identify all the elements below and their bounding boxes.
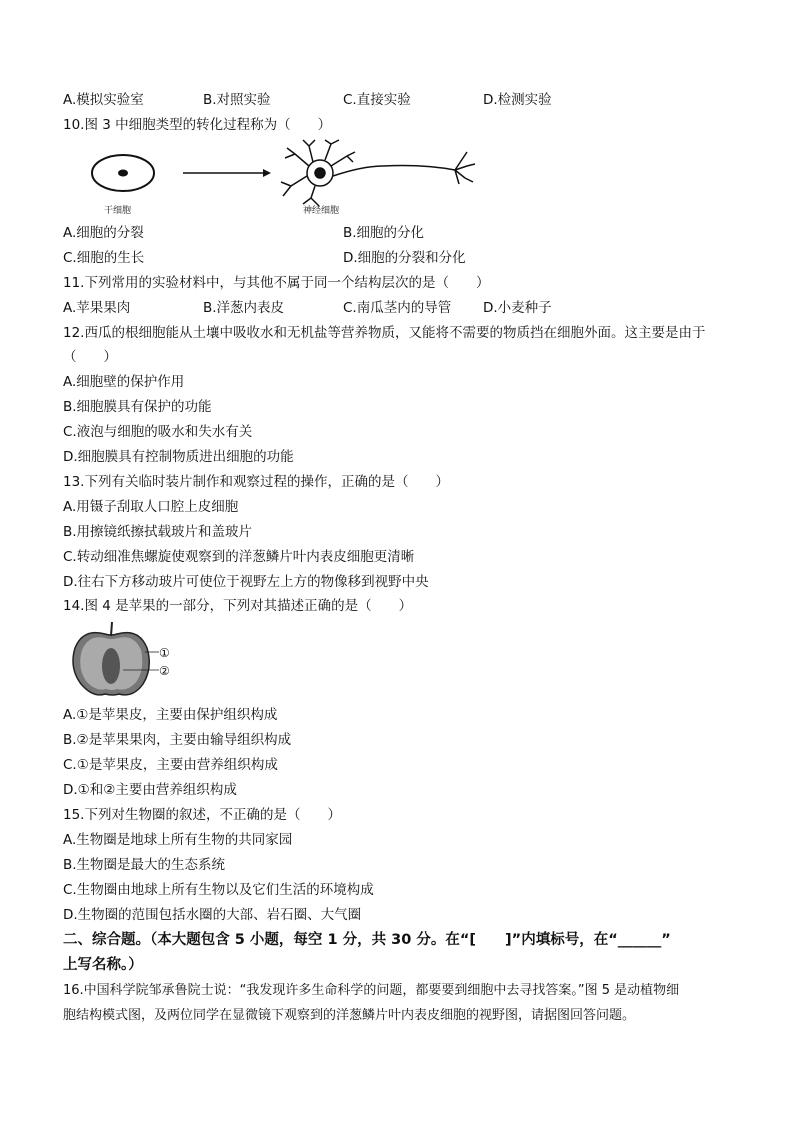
q11-option-c: C.南瓜茎内的导管 — [343, 300, 452, 316]
q9-option-c: C.直接实验 — [343, 92, 411, 108]
q14-option-c: C.①是苹果皮，主要由营养组织构成 — [63, 757, 278, 773]
fig3-label-neuron: 神经细胞 — [303, 206, 340, 216]
q11-option-b: B.洋葱内表皮 — [203, 300, 285, 316]
q15-option-b: B.生物圈是最大的生态系统 — [63, 857, 226, 873]
q10-stem: 10.图 3 中细胞类型的转化过程称为（ ） — [63, 117, 332, 133]
q12-stem-line1: 12.西瓜的根细胞能从土壤中吸收水和无机盐等营养物质，又能将不需要的物质挡在细胞外面。这主要是由于 — [63, 325, 706, 341]
q12-option-a: A.细胞壁的保护作用 — [63, 374, 185, 390]
q14-option-d: D.①和②主要由营养组织构成 — [63, 782, 237, 798]
q13-option-c: C.转动细准焦螺旋使观察到的洋葱鳞片叶内表皮细胞更清晰 — [63, 549, 415, 565]
q12-option-d: D.细胞膜具有控制物质进出细胞的功能 — [63, 449, 294, 465]
section2-heading-line2: 上写名称。） — [63, 957, 143, 973]
q14-option-b: B.②是苹果果肉，主要由输导组织构成 — [63, 732, 292, 748]
fig4-label-2: ② — [159, 664, 170, 678]
q11-stem: 11.下列常用的实验材料中，与其他不属于同一个结构层次的是（ ） — [63, 275, 490, 291]
q13-option-d: D.往右下方移动玻片可使位于视野左上方的物像移到视野中央 — [63, 574, 429, 590]
apple-cross-section-icon — [63, 620, 193, 700]
q12-option-b: B.细胞膜具有保护的功能 — [63, 399, 212, 415]
figure-3 — [63, 136, 503, 220]
neuron-icon — [281, 140, 475, 206]
figure-4 — [63, 620, 193, 700]
q11-option-d: D.小麦种子 — [483, 300, 552, 316]
q10-option-c: C.细胞的生长 — [63, 250, 145, 266]
q9-option-b: B.对照实验 — [203, 92, 271, 108]
q12-option-c: C.液泡与细胞的吸水和失水有关 — [63, 424, 253, 440]
q9-option-a: A.模拟实验室 — [63, 92, 144, 108]
q15-option-a: A.生物圈是地球上所有生物的共同家园 — [63, 832, 293, 848]
q13-option-b: B.用擦镜纸擦拭载玻片和盖玻片 — [63, 524, 253, 540]
q13-stem: 13.下列有关临时装片制作和观察过程的操作，正确的是（ ） — [63, 474, 449, 490]
q15-option-c: C.生物圈由地球上所有生物以及它们生活的环境构成 — [63, 882, 374, 898]
q14-stem: 14.图 4 是苹果的一部分，下列对其描述正确的是（ ） — [63, 598, 413, 614]
q13-option-a: A.用镊子刮取人口腔上皮细胞 — [63, 499, 239, 515]
section2-heading-line1: 二、综合题。（本大题包含 5 小题，每空 1 分，共 30 分。在“[ ]”内填标号，在“______” — [63, 932, 671, 948]
q16-stem-line1: 16.中国科学院邹承鲁院士说：“我发现许多生命科学的问题，都要要到细胞中去寻找答案。”图 5 是动植物细 — [63, 983, 680, 998]
q12-stem-line2: （ ） — [63, 349, 117, 365]
fig3-label-stem-cell: 干细胞 — [104, 206, 132, 216]
fig4-label-1: ① — [159, 646, 170, 660]
q14-option-a: A.①是苹果皮，主要由保护组织构成 — [63, 707, 278, 723]
q10-option-d: D.细胞的分裂和分化 — [343, 250, 466, 266]
q15-stem: 15.下列对生物圈的叙述，不正确的是（ ） — [63, 807, 341, 823]
q11-option-a: A.苹果果肉 — [63, 300, 131, 316]
q10-option-b: B.细胞的分化 — [343, 225, 425, 241]
q10-option-a: A.细胞的分裂 — [63, 225, 144, 241]
q15-option-d: D.生物圈的范围包括水圈的大部、岩石圈、大气圈 — [63, 907, 362, 923]
q16-stem-line2: 胞结构模式图，及两位同学在显微镜下观察到的洋葱鳞片叶内表皮细胞的视野图，请据图回答问题。 — [63, 1008, 636, 1023]
q9-option-d: D.检测实验 — [483, 92, 552, 108]
